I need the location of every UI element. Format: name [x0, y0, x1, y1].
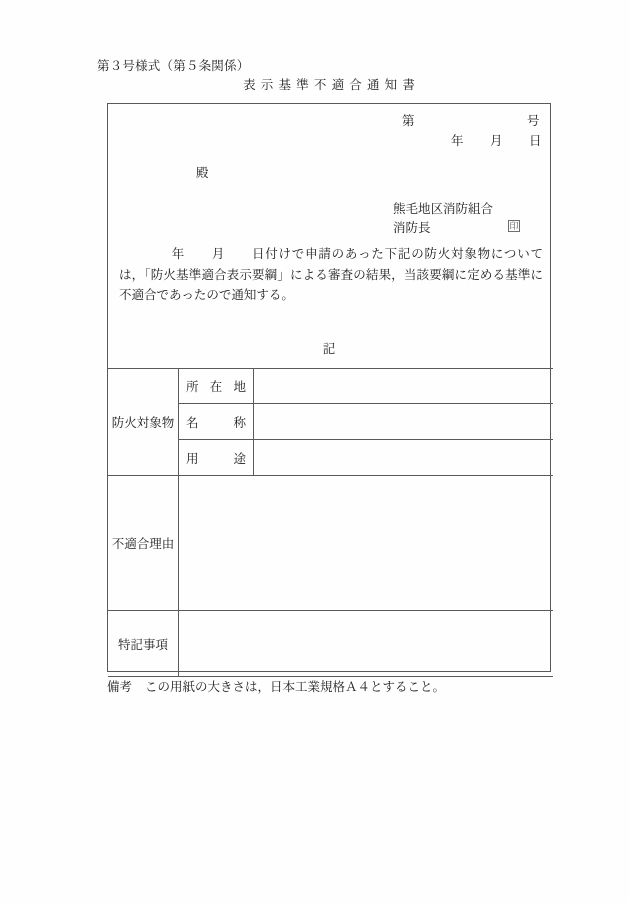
details-table	[108, 368, 553, 677]
document-number-suffix-label: 号	[527, 113, 540, 128]
document-number-line	[108, 112, 550, 129]
issue-date-month-label: 月	[490, 133, 503, 148]
name-label	[186, 413, 246, 431]
usage-label	[186, 449, 246, 467]
location-label-cell	[179, 369, 254, 404]
issuer-role: 消防長	[393, 220, 431, 235]
document-number-prefix-label: 第	[402, 113, 415, 128]
remarks-label-cell	[108, 611, 179, 677]
page-title: 表示基準不適合通知書	[243, 77, 421, 92]
issue-date-line	[108, 132, 550, 149]
body-month-label: 月	[211, 246, 226, 261]
issue-date-day-label: 日	[529, 133, 542, 148]
name-label-part-3: 称	[233, 414, 246, 430]
table-row-reason	[108, 476, 553, 611]
location-label-part-3: 地	[233, 379, 246, 394]
ki-marker: 記	[322, 341, 336, 356]
issue-date-year-label: 年	[451, 133, 464, 148]
name-label-cell	[179, 404, 254, 440]
table-row-remarks	[108, 611, 553, 677]
footer-note-label: 備考	[107, 679, 133, 694]
seal-icon: 印	[509, 222, 519, 232]
body-paragraph: 日付けで申請のあった下記の防火対象物については，「防火基準適合表示要綱」による審査の結果，当該要綱に定める基準に不適合であったので通知する。	[119, 246, 543, 302]
name-value-cell[interactable]	[254, 404, 554, 440]
name-label-part-1: 名	[186, 414, 199, 430]
reason-label-cell	[108, 476, 179, 611]
addressee-honorific: 殿	[196, 165, 209, 180]
object-label: 防火対象物	[111, 415, 175, 430]
location-label-part-1: 所	[186, 379, 199, 394]
notice-frame	[107, 103, 551, 672]
table-row-location	[108, 369, 553, 404]
footer-note-text: この用紙の大きさは，日本工業規格Ａ４とすること。	[145, 679, 446, 694]
notice-header-area	[108, 104, 550, 368]
usage-label-part-3: 途	[233, 450, 246, 466]
body-year-label: 年	[171, 246, 186, 261]
issuer-block	[393, 199, 552, 237]
issuer-role-row	[393, 218, 552, 237]
usage-value-cell[interactable]	[254, 440, 554, 476]
location-label	[186, 377, 246, 395]
remarks-label: 特記事項	[117, 636, 168, 652]
location-label-part-2: 在	[209, 379, 223, 394]
reason-label: 不適合理由	[111, 536, 175, 551]
reason-value-cell[interactable]	[179, 476, 554, 611]
usage-label-cell	[179, 440, 254, 476]
usage-label-part-1: 用	[186, 450, 199, 466]
location-value-cell[interactable]	[254, 369, 554, 404]
object-label-cell	[108, 369, 179, 476]
notice-body-text	[119, 244, 543, 306]
issuer-organization: 熊毛地区消防組合	[393, 201, 494, 216]
remarks-value-cell[interactable]	[179, 611, 554, 677]
footer-note	[107, 678, 445, 695]
form-number: 第３号様式（第５条関係）	[97, 58, 250, 73]
